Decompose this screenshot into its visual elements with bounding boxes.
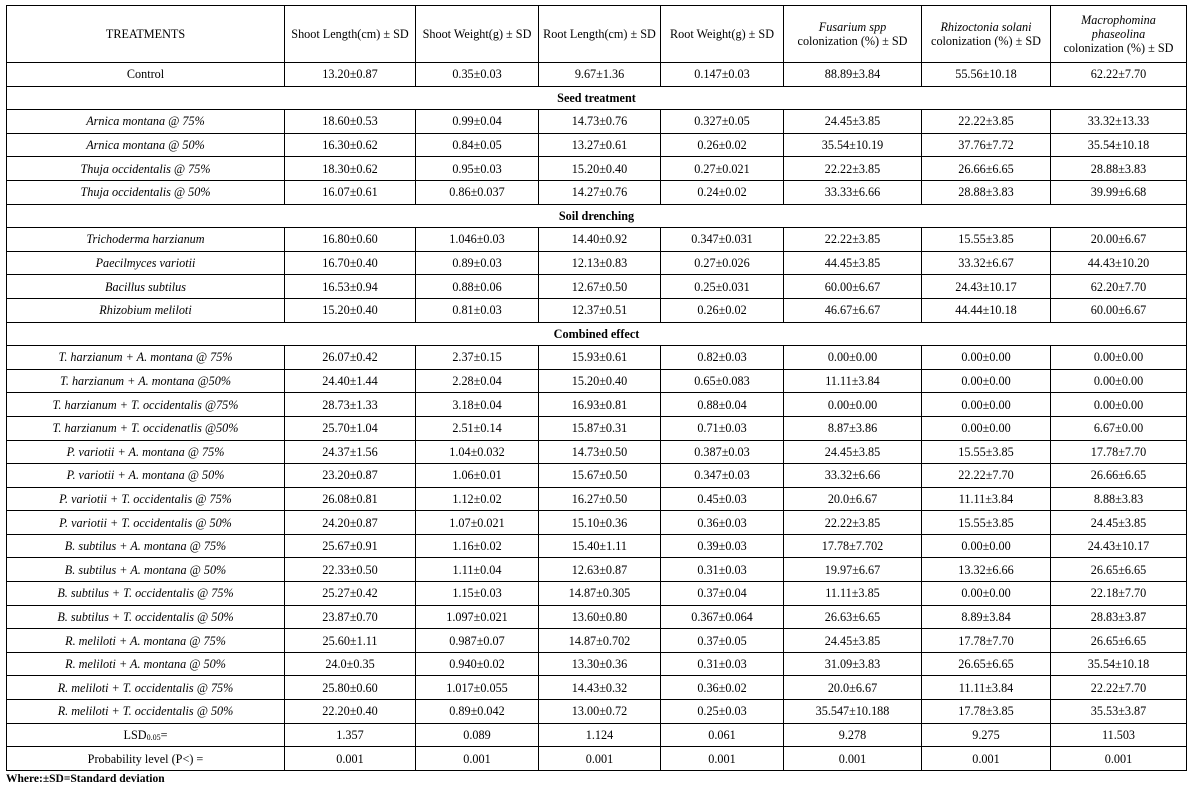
table-row [7,298,1187,322]
treatment-cell [7,723,285,747]
table-row [7,652,1187,676]
value-cell: 0.89±0.03 [416,251,539,275]
value-cell: 15.87±0.31 [539,416,661,440]
value-cell: 22.22±7.70 [922,464,1051,488]
value-cell: 15.67±0.50 [539,464,661,488]
value-cell: 15.55±3.85 [922,440,1051,464]
header-macrophomina-unit: colonization (%) ± SD [1063,41,1174,55]
value-cell: 13.32±6.66 [922,558,1051,582]
value-cell: 26.08±0.81 [285,487,416,511]
treatment-cell: R. meliloti + A. montana @ 50% [7,652,285,676]
value-cell: 8.87±3.86 [784,416,922,440]
treatment-cell: P. variotii + A. montana @ 75% [7,440,285,464]
header-macrophomina-species: Macrophomina phaseolina [1081,13,1156,41]
value-cell: 11.11±3.84 [922,487,1051,511]
treatment-cell: Arnica montana @ 75% [7,110,285,134]
value-cell: 16.30±0.62 [285,133,416,157]
value-cell: 6.67±0.00 [1051,416,1187,440]
treatment-cell: Thuja occidentalis @ 50% [7,180,285,204]
value-cell: 0.25±0.031 [661,275,784,299]
value-cell: 0.39±0.03 [661,534,784,558]
treatment-cell: Control [7,63,285,87]
value-cell: 60.00±6.67 [784,275,922,299]
value-cell: 12.63±0.87 [539,558,661,582]
table-row [7,534,1187,558]
value-cell: 26.66±6.65 [1051,464,1187,488]
value-cell: 0.00±0.00 [1051,346,1187,370]
treatment-cell: T. harzianum + T. occidentalis @75% [7,393,285,417]
value-cell: 0.37±0.05 [661,629,784,653]
value-cell: 0.00±0.00 [784,393,922,417]
value-cell: 0.99±0.04 [416,110,539,134]
table-row [7,133,1187,157]
value-cell: 0.940±0.02 [416,652,539,676]
header-fusarium [784,6,922,63]
value-cell: 13.27±0.61 [539,133,661,157]
value-cell: 14.43±0.32 [539,676,661,700]
value-cell: 0.71±0.03 [661,416,784,440]
value-cell: 15.20±0.40 [285,298,416,322]
table-row [7,416,1187,440]
value-cell: 0.65±0.083 [661,369,784,393]
value-cell: 16.80±0.60 [285,228,416,252]
treatment-cell: Arnica montana @ 50% [7,133,285,157]
value-cell: 0.81±0.03 [416,298,539,322]
value-cell: 0.24±0.02 [661,180,784,204]
value-cell: 1.16±0.02 [416,534,539,558]
lsd-suffix: = [160,727,168,742]
header-fusarium-unit: colonization (%) ± SD [797,34,908,48]
table-row [7,582,1187,606]
value-cell: 0.27±0.021 [661,157,784,181]
table-row [7,110,1187,134]
value-cell: 25.70±1.04 [285,416,416,440]
value-cell: 15.93±0.61 [539,346,661,370]
value-cell: 16.07±0.61 [285,180,416,204]
value-cell: 0.00±0.00 [922,582,1051,606]
value-cell: 0.327±0.05 [661,110,784,134]
results-table-container [6,5,1187,771]
value-cell: 18.30±0.62 [285,157,416,181]
value-cell: 22.18±7.70 [1051,582,1187,606]
value-cell: 22.22±3.85 [922,110,1051,134]
value-cell: 16.27±0.50 [539,487,661,511]
value-cell: 13.20±0.87 [285,63,416,87]
value-cell: 24.40±1.44 [285,369,416,393]
table-row [7,393,1187,417]
value-cell: 25.60±1.11 [285,629,416,653]
value-cell: 22.22±3.85 [784,228,922,252]
header-treatments: TREATMENTS [7,6,285,63]
table-row [7,629,1187,653]
value-cell: 11.503 [1051,723,1187,747]
value-cell: 0.84±0.05 [416,133,539,157]
value-cell: 9.67±1.36 [539,63,661,87]
treatment-cell: Trichoderma harzianum [7,228,285,252]
value-cell: 22.20±0.40 [285,700,416,724]
value-cell: 12.37±0.51 [539,298,661,322]
value-cell: 25.80±0.60 [285,676,416,700]
value-cell: 1.11±0.04 [416,558,539,582]
value-cell: 14.27±0.76 [539,180,661,204]
value-cell: 26.65±6.65 [922,652,1051,676]
value-cell: 26.07±0.42 [285,346,416,370]
header-rhizoctonia [922,6,1051,63]
value-cell: 0.347±0.031 [661,228,784,252]
treatment-cell: B. subtilus + T. occidentalis @ 75% [7,582,285,606]
section-label: Combined effect [7,322,1187,346]
value-cell: 28.88±3.83 [1051,157,1187,181]
value-cell: 23.87±0.70 [285,605,416,629]
table-row [7,464,1187,488]
value-cell: 0.147±0.03 [661,63,784,87]
value-cell: 14.87±0.702 [539,629,661,653]
value-cell: 0.82±0.03 [661,346,784,370]
value-cell: 24.45±3.85 [784,440,922,464]
value-cell: 11.11±3.84 [922,676,1051,700]
value-cell: 24.43±10.17 [922,275,1051,299]
value-cell: 0.00±0.00 [922,534,1051,558]
table-row [7,605,1187,629]
value-cell: 0.26±0.02 [661,298,784,322]
value-cell: 17.78±3.85 [922,700,1051,724]
treatment-cell: T. harzianum + A. montana @ 75% [7,346,285,370]
value-cell: 14.73±0.50 [539,440,661,464]
value-cell: 0.367±0.064 [661,605,784,629]
value-cell: 35.547±10.188 [784,700,922,724]
value-cell: 17.78±7.70 [922,629,1051,653]
header-row [7,6,1187,63]
value-cell: 9.275 [922,723,1051,747]
value-cell: 0.001 [285,747,416,771]
value-cell: 0.89±0.042 [416,700,539,724]
value-cell: 24.0±0.35 [285,652,416,676]
value-cell: 24.20±0.87 [285,511,416,535]
value-cell: 0.26±0.02 [661,133,784,157]
value-cell: 3.18±0.04 [416,393,539,417]
lsd-subscript: 0.05 [146,732,161,742]
value-cell: 23.20±0.87 [285,464,416,488]
value-cell: 35.54±10.18 [1051,133,1187,157]
value-cell: 2.28±0.04 [416,369,539,393]
treatment-cell: P. variotii + T. occidentalis @ 75% [7,487,285,511]
value-cell: 46.67±6.67 [784,298,922,322]
value-cell: 17.78±7.702 [784,534,922,558]
value-cell: 1.07±0.021 [416,511,539,535]
treatment-cell: Paecilmyces variotii [7,251,285,275]
value-cell: 0.25±0.03 [661,700,784,724]
section-label: Soil drenching [7,204,1187,228]
treatment-cell: Bacillus subtilus [7,275,285,299]
value-cell: 8.88±3.83 [1051,487,1187,511]
value-cell: 12.13±0.83 [539,251,661,275]
value-cell: 19.97±6.67 [784,558,922,582]
header-root-length: Root Length(cm) ± SD [539,6,661,63]
value-cell: 15.55±3.85 [922,228,1051,252]
value-cell: 1.12±0.02 [416,487,539,511]
value-cell: 0.31±0.03 [661,652,784,676]
value-cell: 20.00±6.67 [1051,228,1187,252]
value-cell: 55.56±10.18 [922,63,1051,87]
value-cell: 24.45±3.85 [784,110,922,134]
value-cell: 16.53±0.94 [285,275,416,299]
value-cell: 35.54±10.18 [1051,652,1187,676]
value-cell: 0.00±0.00 [1051,393,1187,417]
value-cell: 24.45±3.85 [784,629,922,653]
value-cell: 1.06±0.01 [416,464,539,488]
value-cell: 33.33±6.66 [784,180,922,204]
value-cell: 0.001 [922,747,1051,771]
value-cell: 20.0±6.67 [784,487,922,511]
value-cell: 39.99±6.68 [1051,180,1187,204]
value-cell: 0.36±0.03 [661,511,784,535]
value-cell: 2.37±0.15 [416,346,539,370]
value-cell: 26.65±6.65 [1051,558,1187,582]
value-cell: 33.32±6.66 [784,464,922,488]
treatment-cell: P. variotii + T. occidentalis @ 50% [7,511,285,535]
value-cell: 44.43±10.20 [1051,251,1187,275]
value-cell: 13.60±0.80 [539,605,661,629]
value-cell: 12.67±0.50 [539,275,661,299]
table-row [7,251,1187,275]
treatment-cell: B. subtilus + T. occidentalis @ 50% [7,605,285,629]
table-row [7,63,1187,87]
value-cell: 20.0±6.67 [784,676,922,700]
value-cell: 62.22±7.70 [1051,63,1187,87]
value-cell: 1.15±0.03 [416,582,539,606]
value-cell: 60.00±6.67 [1051,298,1187,322]
value-cell: 14.40±0.92 [539,228,661,252]
value-cell: 22.33±0.50 [285,558,416,582]
treatment-cell: T. harzianum + A. montana @50% [7,369,285,393]
value-cell: 37.76±7.72 [922,133,1051,157]
value-cell: 0.987±0.07 [416,629,539,653]
header-root-weight: Root Weight(g) ± SD [661,6,784,63]
value-cell: 44.45±3.85 [784,251,922,275]
value-cell: 28.73±1.33 [285,393,416,417]
value-cell: 0.45±0.03 [661,487,784,511]
table-row [7,676,1187,700]
value-cell: 0.95±0.03 [416,157,539,181]
value-cell: 1.097±0.021 [416,605,539,629]
value-cell: 28.88±3.83 [922,180,1051,204]
value-cell: 15.20±0.40 [539,157,661,181]
results-table [6,5,1187,771]
value-cell: 16.93±0.81 [539,393,661,417]
value-cell: 62.20±7.70 [1051,275,1187,299]
value-cell: 35.53±3.87 [1051,700,1187,724]
section-row [7,204,1187,228]
treatment-cell: P. variotii + A. montana @ 50% [7,464,285,488]
value-cell: 0.00±0.00 [784,346,922,370]
value-cell: 88.89±3.84 [784,63,922,87]
value-cell: 24.43±10.17 [1051,534,1187,558]
value-cell: 35.54±10.19 [784,133,922,157]
value-cell: 0.88±0.06 [416,275,539,299]
table-row [7,487,1187,511]
table-row [7,558,1187,582]
table-row [7,511,1187,535]
table-row [7,180,1187,204]
value-cell: 33.32±6.67 [922,251,1051,275]
value-cell: 14.87±0.305 [539,582,661,606]
value-cell: 0.86±0.037 [416,180,539,204]
header-shoot-length: Shoot Length(cm) ± SD [285,6,416,63]
treatment-cell: Thuja occidentalis @ 75% [7,157,285,181]
footnote: Where:±SD=Standard deviation [6,773,165,785]
value-cell: 0.31±0.03 [661,558,784,582]
value-cell: 44.44±10.18 [922,298,1051,322]
value-cell: 0.001 [539,747,661,771]
treatment-cell: Rhizobium meliloti [7,298,285,322]
value-cell: 0.001 [784,747,922,771]
treatment-cell: R. meliloti + T. occidentalis @ 75% [7,676,285,700]
value-cell: 0.089 [416,723,539,747]
table-row [7,700,1187,724]
value-cell: 2.51±0.14 [416,416,539,440]
value-cell: 15.55±3.85 [922,511,1051,535]
value-cell: 0.00±0.00 [1051,369,1187,393]
value-cell: 14.73±0.76 [539,110,661,134]
section-label: Seed treatment [7,86,1187,110]
value-cell: 1.124 [539,723,661,747]
value-cell: 1.017±0.055 [416,676,539,700]
treatment-cell: Probability level (P<) = [7,747,285,771]
header-shoot-weight: Shoot Weight(g) ± SD [416,6,539,63]
value-cell: 15.10±0.36 [539,511,661,535]
treatment-cell: R. meliloti + A. montana @ 75% [7,629,285,653]
value-cell: 0.00±0.00 [922,416,1051,440]
lsd-row [7,723,1187,747]
treatment-cell: R. meliloti + T. occidentalis @ 50% [7,700,285,724]
value-cell: 22.22±3.85 [784,511,922,535]
lsd-label: LSD [123,727,147,742]
table-row [7,747,1187,771]
value-cell: 1.357 [285,723,416,747]
value-cell: 15.20±0.40 [539,369,661,393]
value-cell: 0.061 [661,723,784,747]
table-body [7,63,1187,771]
treatment-cell: B. subtilus + A. montana @ 75% [7,534,285,558]
value-cell: 1.04±0.032 [416,440,539,464]
value-cell: 0.00±0.00 [922,346,1051,370]
value-cell: 0.387±0.03 [661,440,784,464]
value-cell: 26.65±6.65 [1051,629,1187,653]
value-cell: 0.001 [1051,747,1187,771]
value-cell: 33.32±13.33 [1051,110,1187,134]
value-cell: 0.88±0.04 [661,393,784,417]
table-row [7,346,1187,370]
value-cell: 11.11±3.85 [784,582,922,606]
value-cell: 0.001 [416,747,539,771]
header-macrophomina [1051,6,1187,63]
treatment-cell: B. subtilus + A. montana @ 50% [7,558,285,582]
value-cell: 16.70±0.40 [285,251,416,275]
section-row [7,322,1187,346]
value-cell: 0.00±0.00 [922,369,1051,393]
section-row [7,86,1187,110]
value-cell: 25.67±0.91 [285,534,416,558]
value-cell: 8.89±3.84 [922,605,1051,629]
value-cell: 26.66±6.65 [922,157,1051,181]
value-cell: 0.27±0.026 [661,251,784,275]
value-cell: 18.60±0.53 [285,110,416,134]
value-cell: 31.09±3.83 [784,652,922,676]
value-cell: 24.45±3.85 [1051,511,1187,535]
value-cell: 13.30±0.36 [539,652,661,676]
table-row [7,440,1187,464]
value-cell: 0.35±0.03 [416,63,539,87]
value-cell: 17.78±7.70 [1051,440,1187,464]
table-row [7,157,1187,181]
value-cell: 26.63±6.65 [784,605,922,629]
header-rhizoctonia-unit: colonization (%) ± SD [931,34,1041,48]
value-cell: 13.00±0.72 [539,700,661,724]
value-cell: 0.347±0.03 [661,464,784,488]
value-cell: 22.22±7.70 [1051,676,1187,700]
value-cell: 15.40±1.11 [539,534,661,558]
table-row [7,228,1187,252]
treatment-cell: T. harzianum + T. occidenatlis @50% [7,416,285,440]
value-cell: 0.00±0.00 [922,393,1051,417]
value-cell: 0.36±0.02 [661,676,784,700]
table-row [7,275,1187,299]
value-cell: 22.22±3.85 [784,157,922,181]
table-row [7,369,1187,393]
value-cell: 28.83±3.87 [1051,605,1187,629]
value-cell: 9.278 [784,723,922,747]
value-cell: 24.37±1.56 [285,440,416,464]
value-cell: 1.046±0.03 [416,228,539,252]
value-cell: 0.001 [661,747,784,771]
header-rhizoctonia-species: Rhizoctonia solani [940,20,1032,34]
value-cell: 0.37±0.04 [661,582,784,606]
value-cell: 11.11±3.84 [784,369,922,393]
header-fusarium-species: Fusarium spp [818,20,887,34]
value-cell: 25.27±0.42 [285,582,416,606]
